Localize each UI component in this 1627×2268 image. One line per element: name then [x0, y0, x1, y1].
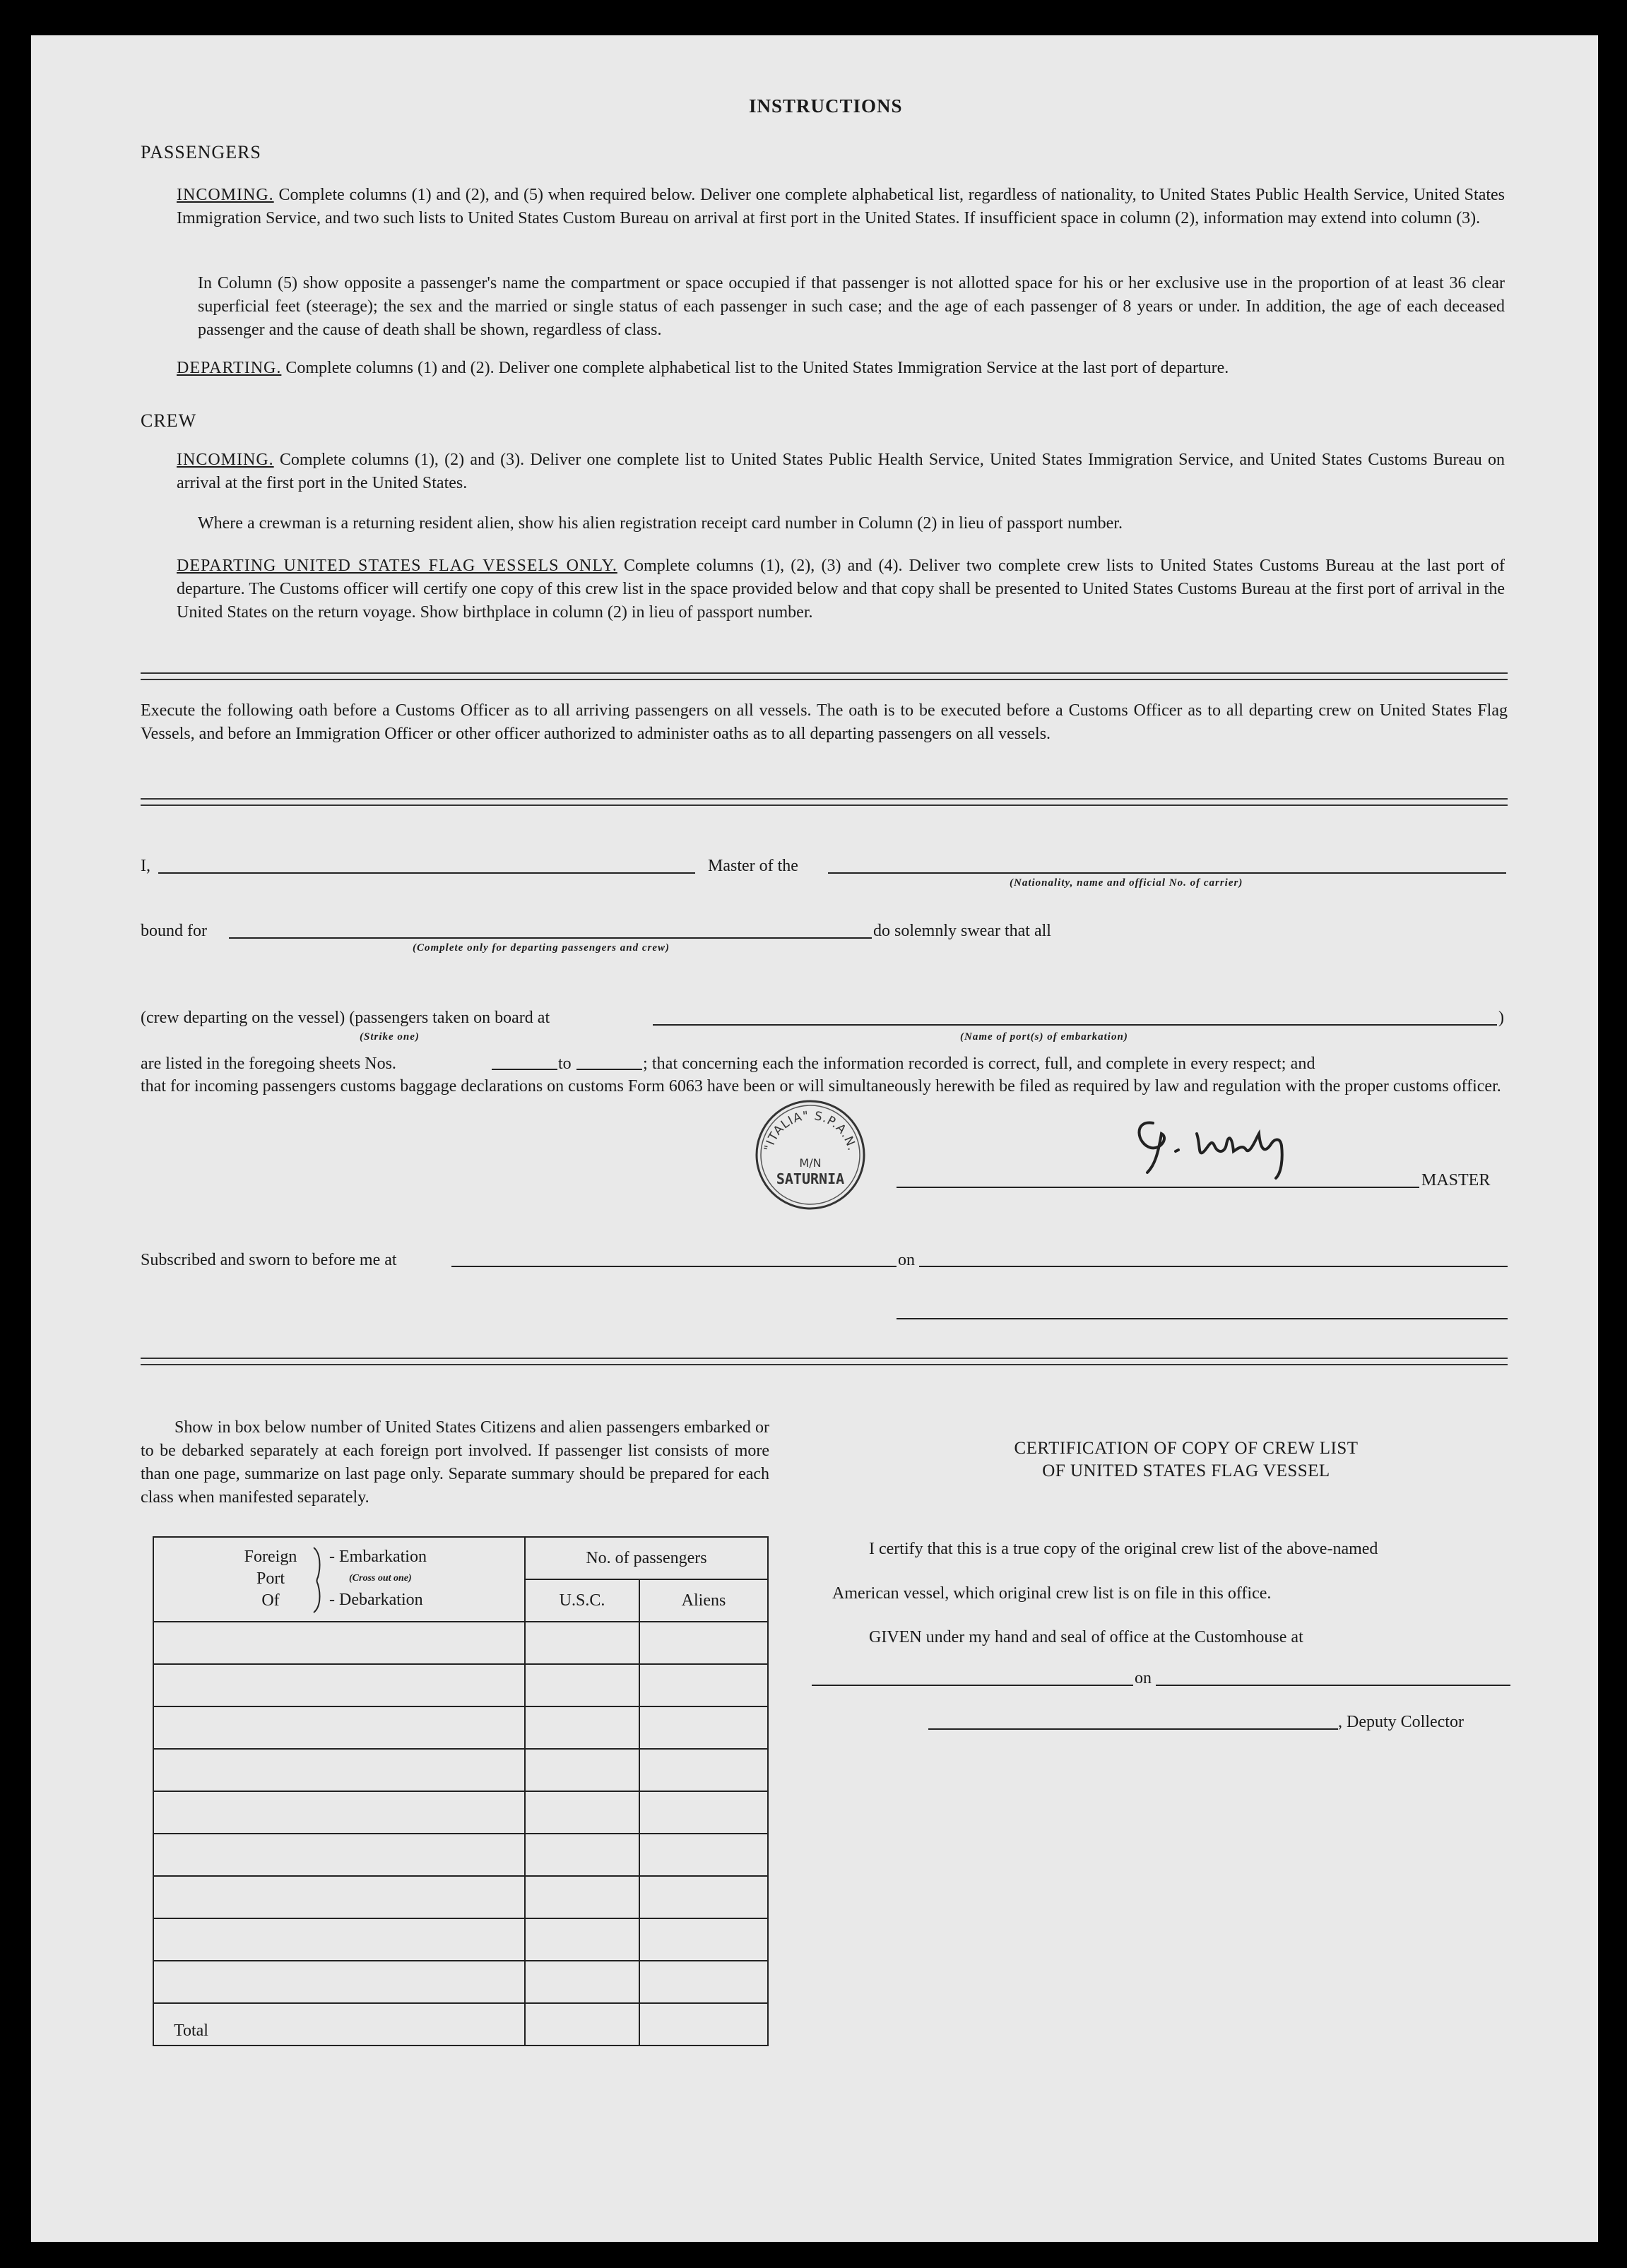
listed-to-label: to — [558, 1055, 572, 1073]
cross-out-caption: (Cross out one) — [349, 1573, 412, 1584]
passengers-incoming-label: INCOMING. — [177, 186, 274, 204]
passengers-departing-paragraph — [177, 357, 1505, 380]
aliens-cell[interactable] — [639, 1664, 768, 1706]
aliens-cell[interactable] — [639, 1834, 768, 1876]
crew-incoming-label: INCOMING. — [177, 451, 274, 469]
american-vessel-text: American vessel, which original crew list is on file in this office. — [832, 1584, 1272, 1603]
port-cell[interactable] — [153, 1706, 525, 1749]
crew-departing-text: (crew departing on the vessel) (passengers taken on board at — [141, 1009, 550, 1027]
port-cell[interactable] — [153, 1791, 525, 1834]
usc-cell[interactable] — [525, 1834, 639, 1876]
crew-departing-paragraph — [177, 554, 1505, 624]
crew-departing-label: DEPARTING UNITED STATES FLAG VESSELS ONLY. — [177, 557, 617, 575]
embarkation-ports-line[interactable] — [653, 1024, 1497, 1026]
page-title: INSTRUCTIONS — [749, 95, 903, 117]
summary-instructions: Show in box below number of United States Citizens and alien passengers embarked or to be debarked separately at each foreign port involved. If passenger list consists of more than one page, summarize on last page only. Separate summary should be prepared for each class when manifested separately. — [141, 1418, 769, 1507]
svg-text:"ITALIA" S.P.A.N. — [762, 1109, 859, 1153]
port-cell[interactable] — [153, 1876, 525, 1918]
usc-header-cell: U.S.C. — [525, 1579, 639, 1622]
deputy-collector-line[interactable] — [928, 1728, 1338, 1730]
cert-on-label: on — [1135, 1669, 1152, 1687]
close-paren: ) — [1498, 1009, 1504, 1027]
master-name-line[interactable] — [158, 872, 695, 874]
certification-title-2: OF UNITED STATES FLAG VESSEL — [1042, 1461, 1330, 1480]
passengers-departing-label: DEPARTING. — [177, 359, 282, 377]
aliens-cell[interactable] — [639, 1791, 768, 1834]
usc-cell[interactable] — [525, 1664, 639, 1706]
sworn-date-line[interactable] — [919, 1266, 1508, 1267]
passengers-incoming-paragraph — [177, 184, 1505, 230]
ship-stamp — [750, 1095, 870, 1215]
stamp-top-text: "ITALIA" S.P.A.N. — [762, 1108, 859, 1153]
usc-cell[interactable] — [525, 1876, 639, 1918]
section-divider — [141, 798, 1508, 806]
master-signature-line[interactable] — [897, 1187, 1419, 1188]
aliens-cell[interactable] — [639, 1876, 768, 1918]
aliens-cell[interactable] — [639, 1918, 768, 1961]
section-divider — [141, 1358, 1508, 1365]
master-of-label: Master of the — [708, 857, 798, 875]
passenger-summary-table — [153, 1536, 769, 2046]
section-divider — [141, 672, 1508, 680]
embarkation-label: - Embarkation — [329, 1548, 427, 1566]
usc-cell[interactable] — [525, 1791, 639, 1834]
brace-icon — [311, 1546, 325, 1614]
certify-text: I certify that this is a true copy of the original crew list of the above-named — [869, 1540, 1378, 1558]
usc-cell[interactable] — [525, 1706, 639, 1749]
sheet-to-line[interactable] — [576, 1069, 642, 1070]
master-signature — [1119, 1095, 1352, 1187]
port-cell[interactable] — [153, 1961, 525, 2003]
certification-title-1: CERTIFICATION OF COPY OF CREW LIST — [1014, 1439, 1359, 1458]
port-header-foreign: Foreign — [244, 1548, 297, 1566]
crew-departing-text: Complete columns (1), (2), (3) and (4). Deliver two complete crew lists to United States Customs Bureau at the last port of departure. The Customs officer will certify one copy of this crew list in the space provided below and that copy shall be presented to United States Customs Bureau at the first port of arrival in the United States on the return voyage. Show birthplace in column (2) in lieu of passport number. — [177, 557, 1505, 622]
port-header-port: Port — [256, 1569, 285, 1588]
debarkation-label: - Debarkation — [329, 1591, 423, 1609]
deputy-collector-label: , Deputy Collector — [1338, 1713, 1464, 1731]
officer-signature-line[interactable] — [897, 1318, 1508, 1319]
usc-total-cell[interactable] — [525, 2003, 639, 2046]
total-label-cell: Total — [153, 2003, 525, 2046]
aliens-cell[interactable] — [639, 1706, 768, 1749]
bound-caption: (Complete only for departing passengers and crew) — [413, 942, 670, 954]
passengers-column5-paragraph: In Column (5) show opposite a passenger's name the compartment or space occupied if that passenger is not allotted space for his or her exclusive use in the proportion of at least 36 clear superficial feet (steerage); the sex and the married or single status of each passenger in such case; and the age of each passenger of 8 years or under. In addition, the age of each deceased passenger and the cause of death shall be shown, regardless of class. — [198, 274, 1505, 339]
sworn-place-line[interactable] — [451, 1266, 897, 1267]
ports-caption: (Name of port(s) of embarkation) — [960, 1031, 1128, 1043]
listed-text-2: that for incoming passengers customs baggage declarations on customs Form 6063 have been or will simultaneously herewith be filed as required by law and regulation with the proper customs officer. — [141, 1077, 1501, 1096]
document-page — [31, 35, 1598, 2242]
swear-text: do solemnly swear that all — [873, 922, 1051, 940]
stamp-mid-text: M/N — [799, 1156, 822, 1170]
listed-text-a: are listed in the foregoing sheets Nos. — [141, 1055, 396, 1073]
bound-for-line[interactable] — [229, 937, 872, 939]
usc-cell[interactable] — [525, 1622, 639, 1664]
usc-cell[interactable] — [525, 1961, 639, 2003]
aliens-total-cell[interactable] — [639, 2003, 768, 2046]
oath-i-label: I, — [141, 857, 150, 875]
port-header-of: Of — [261, 1591, 280, 1610]
passengers-header-cell: No. of passengers — [525, 1537, 768, 1579]
strike-caption: (Strike one) — [360, 1031, 420, 1043]
oath-intro: Execute the following oath before a Customs Officer as to all arriving passengers on all vessels. The oath is to be executed before a Customs Officer as to all departing crew on United States Flag Vessels, and before an Immigration Officer or other officer authorized to administer oaths as to all departing passengers on all vessels. — [141, 701, 1508, 743]
passengers-departing-text: Complete columns (1) and (2). Deliver one complete alphabetical list to the United States Immigration Service at the last port of departure. — [285, 359, 1229, 377]
port-cell[interactable] — [153, 1622, 525, 1664]
crew-incoming-text: Complete columns (1), (2) and (3). Deliver one complete list to United States Public Health Service, United States Immigration Service, and United States Customs Bureau on arrival at the first port in the United States. — [177, 451, 1505, 492]
cert-date-line[interactable] — [1156, 1685, 1510, 1686]
aliens-cell[interactable] — [639, 1961, 768, 2003]
aliens-header-cell: Aliens — [639, 1579, 768, 1622]
sheet-from-line[interactable] — [492, 1069, 557, 1070]
aliens-cell[interactable] — [639, 1622, 768, 1664]
master-label: MASTER — [1421, 1171, 1491, 1189]
sworn-on-label: on — [898, 1251, 915, 1269]
subscribed-label: Subscribed and sworn to before me at — [141, 1251, 397, 1269]
port-cell[interactable] — [153, 1918, 525, 1961]
stamp-bottom-text: SATURNIA — [776, 1170, 845, 1187]
bound-for-label: bound for — [141, 922, 207, 940]
carrier-caption: (Nationality, name and official No. of carrier) — [1010, 877, 1243, 889]
crew-resident-paragraph: Where a crewman is a returning resident alien, show his alien registration receipt card number in Column (2) in lieu of passport number. — [198, 514, 1123, 533]
passengers-heading: PASSENGERS — [141, 142, 261, 162]
carrier-line[interactable] — [828, 872, 1506, 874]
given-text: GIVEN under my hand and seal of office at the Customhouse at — [869, 1628, 1303, 1646]
port-cell[interactable] — [153, 1749, 525, 1791]
crew-heading: CREW — [141, 410, 197, 431]
aliens-cell[interactable] — [639, 1749, 768, 1791]
listed-text-b: ; that concerning each the information recorded is correct, full, and complete in every respect; and — [643, 1055, 1315, 1073]
port-cell[interactable] — [153, 1664, 525, 1706]
customhouse-line[interactable] — [812, 1685, 1133, 1686]
port-cell[interactable] — [153, 1834, 525, 1876]
usc-cell[interactable] — [525, 1749, 639, 1791]
usc-cell[interactable] — [525, 1918, 639, 1961]
crew-incoming-paragraph — [177, 449, 1505, 495]
port-header-cell — [153, 1537, 525, 1622]
passengers-incoming-text: Complete columns (1) and (2), and (5) when required below. Deliver one complete alphabetical list, regardless of nationality, to United States Public Health Service, United States Immigration Service, and two such lists to United States Custom Bureau on arrival at first port in the United States. If insufficient space in column (2), information may extend into column (3). — [177, 186, 1505, 227]
